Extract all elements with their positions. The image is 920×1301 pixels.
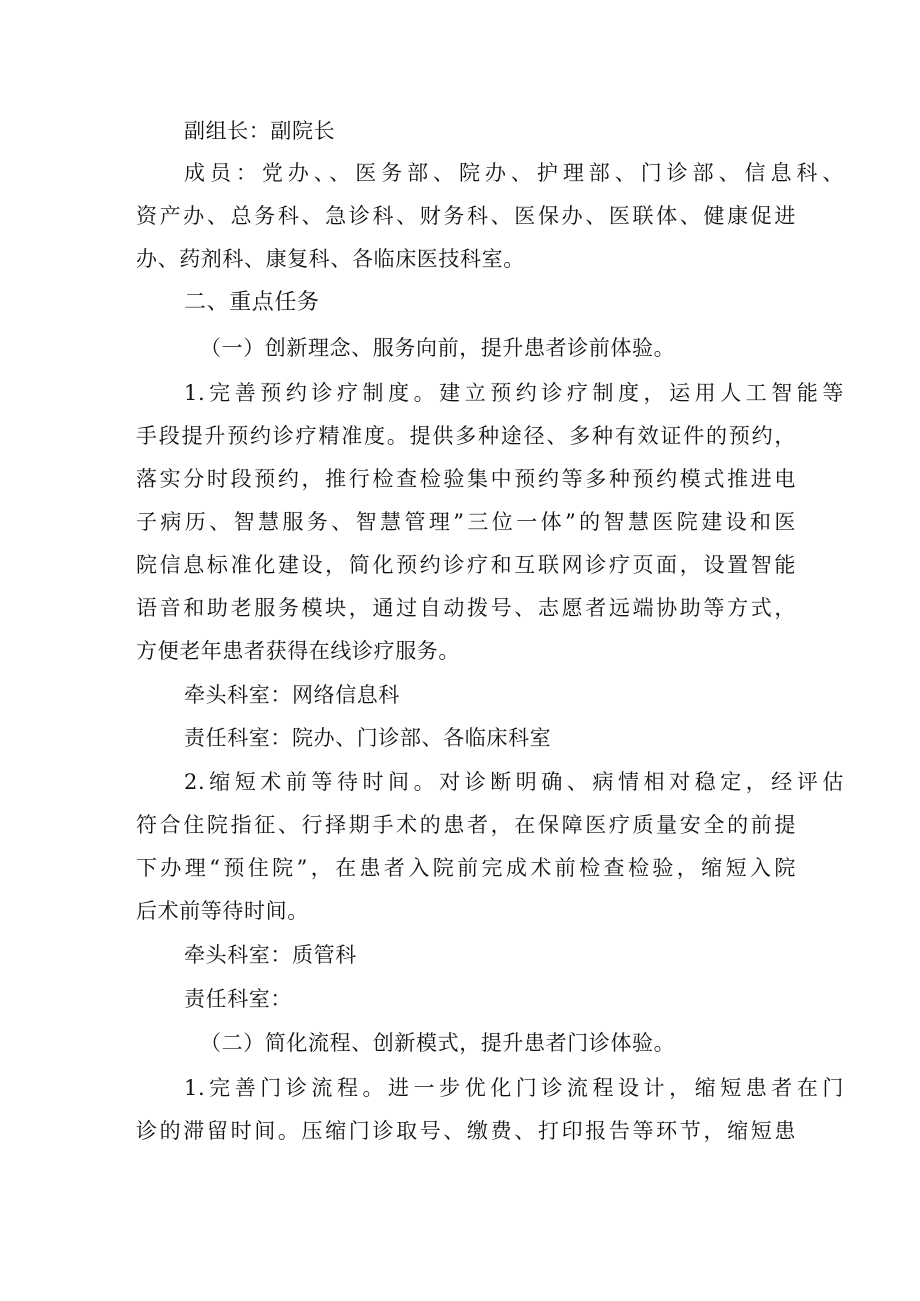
item-1-line-1: 1.完善预约诊疗制度。建立预约诊疗制度，运用人工智能等 xyxy=(184,381,844,405)
item-1-line-6: 语音和助老服务模块，通过自动拨号、志愿者远端协助等方式， xyxy=(136,596,796,620)
item-2-line-2: 符合住院指征、行择期手术的患者，在保障医疗质量安全的前提 xyxy=(136,813,796,837)
item-1-line-5: 院信息标准化建设，简化预约诊疗和互联网诊疗页面，设置智能 xyxy=(136,553,796,577)
item-2-resp-dept: 责任科室： xyxy=(184,987,292,1011)
item-2-line-4: 后术前等待时间。 xyxy=(136,899,309,923)
section-heading: 二、重点任务 xyxy=(184,290,320,315)
item-2-line-1: 2.缩短术前等待时间。对诊断明确、病情相对稳定，经评估 xyxy=(184,770,844,794)
members-line-2: 资产办、总务科、急诊科、财务科、医保办、医联体、健康促进 xyxy=(136,204,796,228)
item-1-resp-dept: 责任科室：院办、门诊部、各临床科室 xyxy=(184,726,552,750)
members-line-3: 办、药剂科、康复科、各临床医技科室。 xyxy=(136,247,525,271)
deputy-leader-line: 副组长：副院长 xyxy=(184,119,336,143)
item-1-line-3: 落实分时段预约，推行检查检验集中预约等多种预约模式推进电 xyxy=(136,467,796,491)
item-1-lead-dept: 牵头科室：网络信息科 xyxy=(184,683,400,707)
item-1-line-4: 子病历、智慧服务、智慧管理”三位一体”的智慧医院建设和医 xyxy=(136,510,796,534)
members-line-1: 成员：党办、、医务部、院办、护理部、门诊部、信息科、 xyxy=(184,161,844,185)
item-3-line-2: 诊的滞留时间。压缩门诊取号、缴费、打印报告等环节，缩短患 xyxy=(136,1119,796,1143)
item-2-line-3: 下办理“预住院”，在患者入院前完成术前检查检验，缩短入院 xyxy=(136,856,796,880)
item-1-line-2: 手段提升预约诊疗精准度。提供多种途径、多种有效证件的预约， xyxy=(136,424,796,448)
item-2-lead-dept: 牵头科室：质管科 xyxy=(184,943,357,967)
subsection-heading-1: （一）创新理念、服务向前，提升患者诊前体验。 xyxy=(200,336,676,360)
item-3-line-1: 1.完善门诊流程。进一步优化门诊流程设计，缩短患者在门 xyxy=(184,1076,844,1100)
item-1-line-7: 方便老年患者获得在线诊疗服务。 xyxy=(136,639,460,663)
subsection-heading-2: （二）简化流程、创新模式，提升患者门诊体验。 xyxy=(200,1031,676,1055)
